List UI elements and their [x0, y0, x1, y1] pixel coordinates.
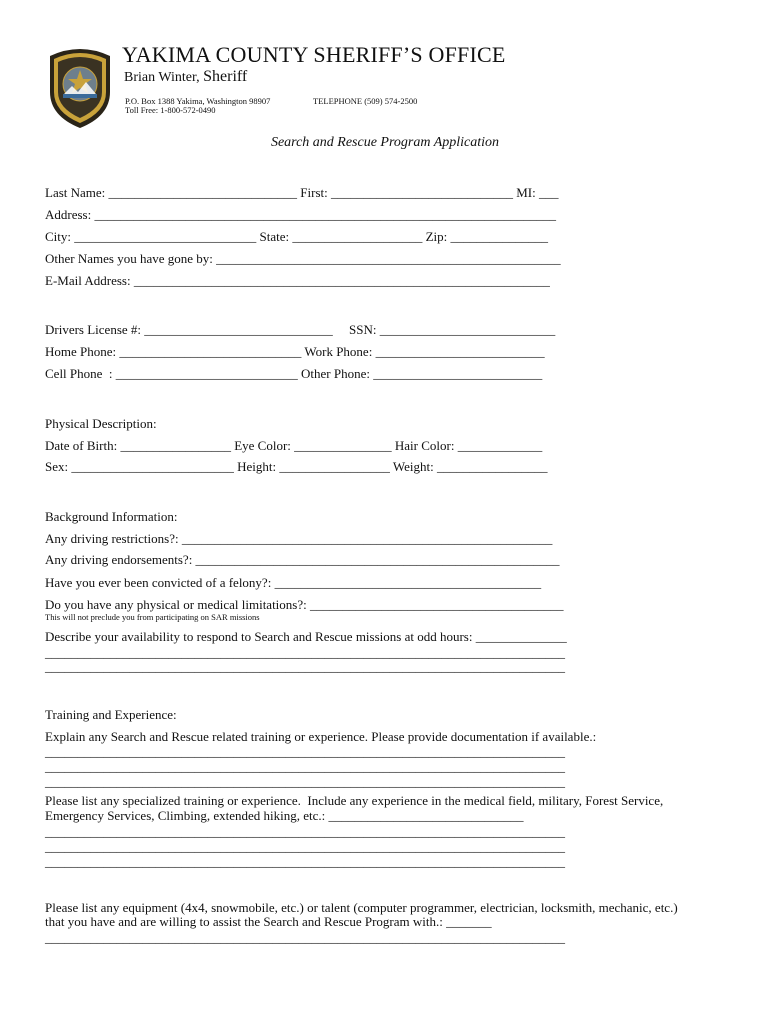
blank-line[interactable]: ________________________________________________________________________________ — [45, 659, 565, 674]
org-name: YAKIMA COUNTY SHERIFF’S OFFICE — [122, 42, 506, 67]
email-line[interactable]: E-Mail Address: ________________________________________________________________ — [45, 273, 550, 288]
dob-line[interactable]: Date of Birth: _________________ Eye Color: _______________ Hair Color: _____________ — [45, 438, 543, 453]
toll-free: Toll Free: 1-800-572-0490 — [125, 105, 216, 115]
phones-line[interactable]: Home Phone: ____________________________ Work Phone: __________________________ — [45, 344, 545, 359]
blank-line[interactable]: ________________________________________________________________________________ — [45, 774, 565, 789]
training-explain-line: Explain any Search and Rescue related training or experience. Please provide documentation if available.: — [45, 729, 597, 744]
physical-heading: Physical Description: — [45, 416, 157, 431]
sex-line[interactable]: Sex: _________________________ Height: _________________ Weight: _________________ — [45, 459, 548, 474]
blank-line[interactable]: ________________________________________________________________________________ — [45, 645, 565, 660]
sheriff-title: Sheriff — [203, 68, 248, 85]
equipment-line-2[interactable]: that you have and are willing to assist the Search and Rescue Program with.: _______ — [45, 914, 492, 929]
specialized-line-2[interactable]: Emergency Services, Climbing, extended hiking, etc.: ______________________________ — [45, 808, 524, 823]
telephone: TELEPHONE (509) 574-2500 — [313, 96, 418, 106]
limitations-line[interactable]: Do you have any physical or medical limitations?: _______________________________________ — [45, 597, 564, 612]
limitations-note: This will not preclude you from participating on SAR missions — [45, 612, 260, 622]
form-title: Search and Rescue Program Application — [270, 135, 500, 150]
felony-line[interactable]: Have you ever been convicted of a felony?: _________________________________________ — [45, 575, 542, 590]
blank-line[interactable]: ________________________________________________________________________________ — [45, 744, 565, 759]
restrictions-line[interactable]: Any driving restrictions?: _________________________________________________________ — [45, 531, 553, 546]
other-names-line[interactable]: Other Names you have gone by: _____________________________________________________ — [45, 251, 561, 266]
cell-line[interactable]: Cell Phone : ____________________________ Other Phone: __________________________ — [45, 366, 543, 381]
address-line[interactable]: Address: _______________________________________________________________________ — [45, 207, 556, 222]
specialized-line-1: Please list any specialized training or experience. Include any experience in the medical field, military, Forest Service, — [45, 793, 664, 808]
equipment-line-1: Please list any equipment (4x4, snowmobile, etc.) or talent (computer programmer, electrician, locksmith, mechanic, etc.) — [45, 900, 678, 915]
endorsements-line[interactable]: Any driving endorsements?: ________________________________________________________ — [45, 552, 560, 567]
blank-line[interactable]: ________________________________________________________________________________ — [45, 839, 565, 854]
availability-line[interactable]: Describe your availability to respond to Search and Rescue missions at odd hours: ______________ — [45, 629, 567, 644]
sheriff-line: Brian Winter, Sheriff — [124, 68, 248, 85]
blank-line[interactable]: ________________________________________________________________________________ — [45, 930, 565, 945]
city-line[interactable]: City: ____________________________ State: ____________________ Zip: _______________ — [45, 229, 549, 244]
name-line[interactable]: Last Name: _____________________________ First: ____________________________ MI: ___ — [45, 185, 559, 200]
mailing-address: P.O. Box 1388 Yakima, Washington 98907 — [125, 96, 271, 106]
background-heading: Background Information: — [45, 509, 178, 524]
blank-line[interactable]: ________________________________________________________________________________ — [45, 854, 565, 869]
sheriff-badge-icon — [46, 46, 114, 130]
blank-line[interactable]: ________________________________________________________________________________ — [45, 824, 565, 839]
license-line[interactable]: Drivers License #: _____________________________ SSN: ___________________________ — [45, 322, 556, 337]
blank-line[interactable]: ________________________________________________________________________________ — [45, 759, 565, 774]
training-heading: Training and Experience: — [45, 707, 177, 722]
sheriff-name: Brian Winter — [124, 70, 197, 85]
